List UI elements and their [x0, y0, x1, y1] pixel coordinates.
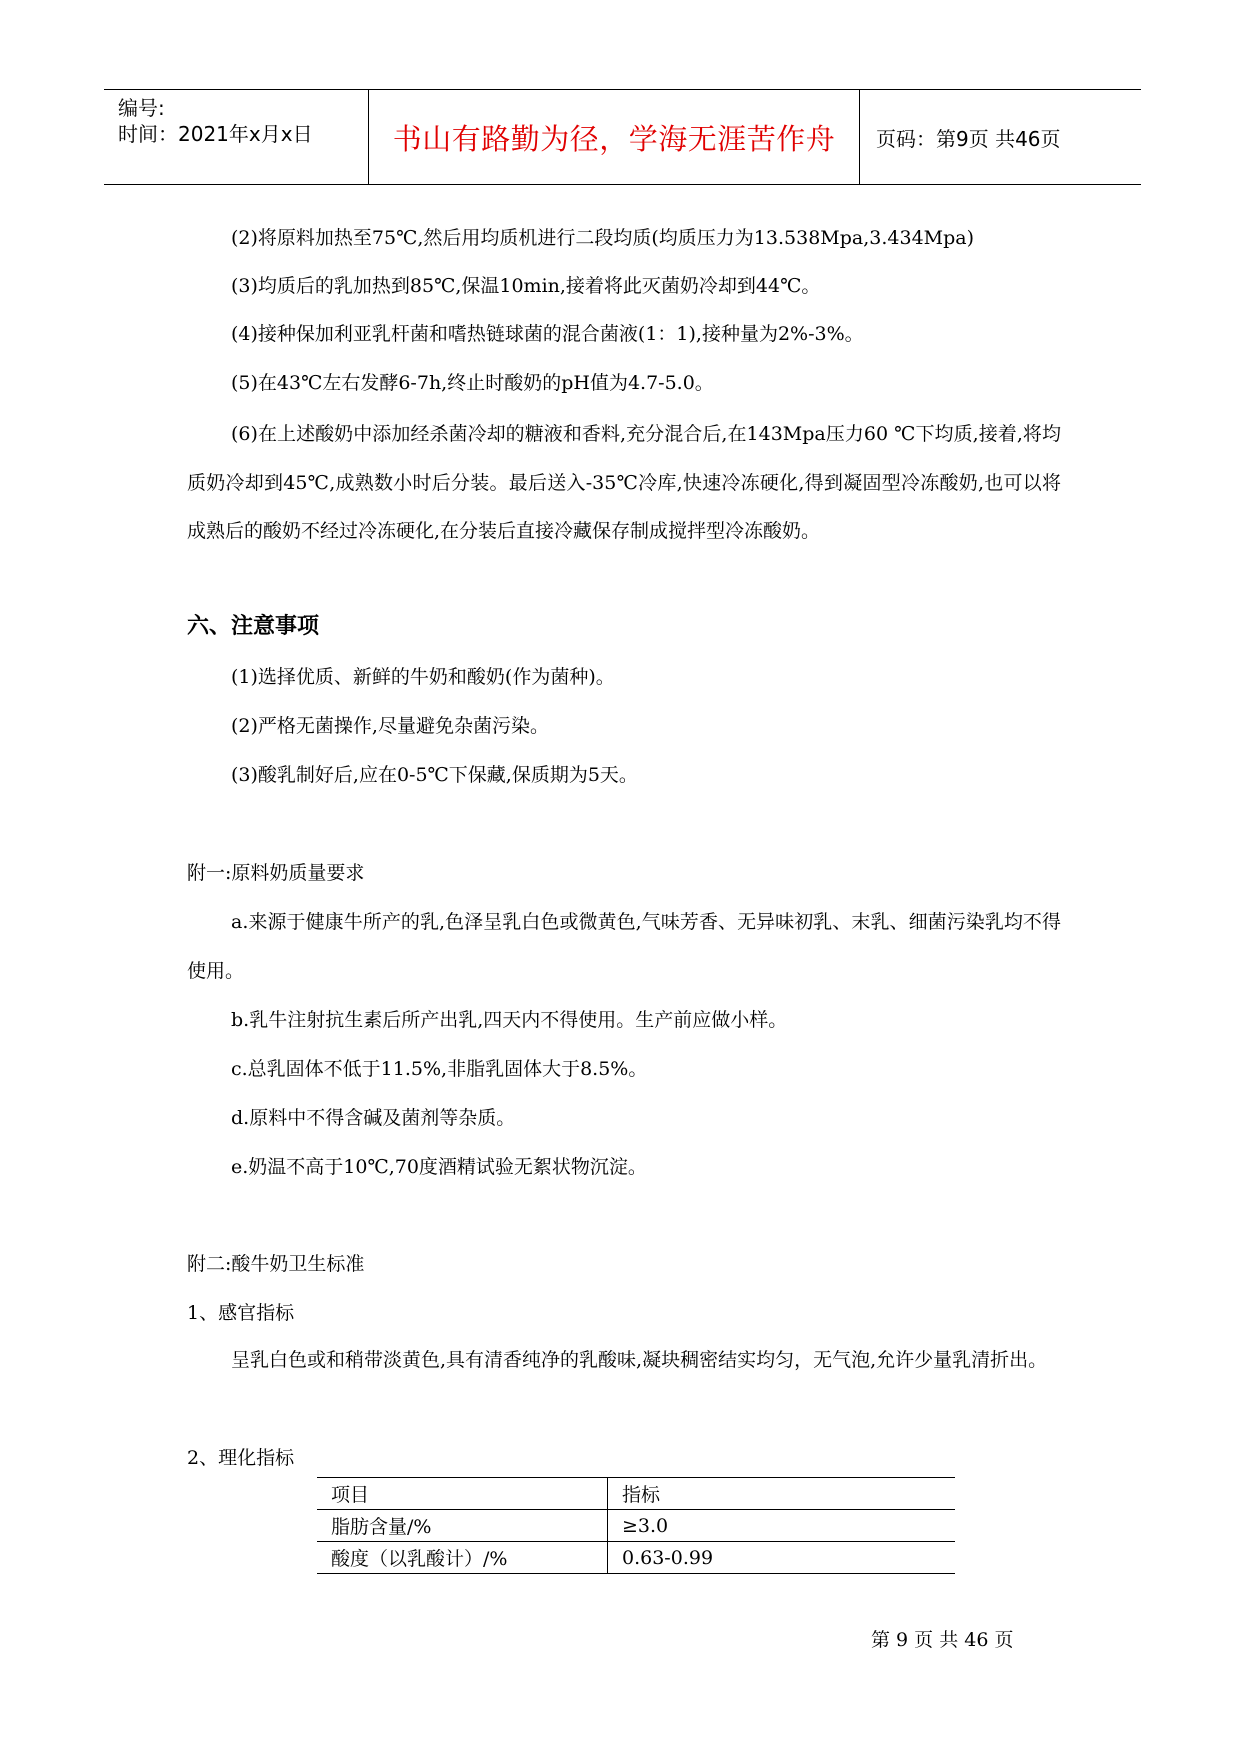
sensory-heading: 1、感官指标 — [187, 1302, 295, 1324]
step-2: (2)将原料加热至75℃,然后用均质机进行二段均质(均质压力为13.538Mpa,3.434Mpa) — [231, 227, 975, 249]
appendix1-item-a: a.来源于健康牛所产的乳,色泽呈乳白色或微黄色,气味芳香、无异味初乳、末乳、细菌污染乳均不得使用。 — [187, 911, 1061, 982]
appendix1-item: b.乳牛注射抗生素后所产出乳,四天内不得使用。生产前应做小样。 — [231, 1009, 788, 1031]
appendix1-item: d.原料中不得含碱及菌剂等杂质。 — [231, 1107, 516, 1129]
step-3: (3)均质后的乳加热到85℃,保温10min,接着将此灭菌奶冷却到44℃。 — [231, 275, 821, 297]
step-4: (4)接种保加利亚乳杆菌和嗜热链球菌的混合菌液(1：1),接种量为2%-3%。 — [231, 323, 864, 345]
table-cell: ≥3.0 — [608, 1510, 956, 1542]
document-number-label: 编号: — [118, 96, 165, 120]
document-date: 时间：2021年x月x日 — [118, 122, 313, 146]
header-divider — [368, 90, 369, 184]
table-cell: 0.63-0.99 — [608, 1542, 956, 1574]
table-header-cell: 指标 — [608, 1478, 956, 1510]
table-row — [317, 1510, 955, 1542]
appendix2-title: 附二:酸牛奶卫生标准 — [187, 1253, 365, 1275]
physchem-table — [317, 1477, 955, 1574]
step-5: (5)在43℃左右发酵6-7h,终止时酸奶的pH值为4.7-5.0。 — [231, 372, 714, 394]
table-cell: 脂肪含量/% — [317, 1510, 608, 1542]
table-header-cell: 项目 — [317, 1478, 608, 1510]
header-divider — [859, 90, 860, 184]
section-heading-precautions: 六、注意事项 — [187, 614, 320, 639]
appendix1-item: c.总乳固体不低于11.5%,非脂乳固体大于8.5%。 — [231, 1058, 648, 1080]
precaution-item: (3)酸乳制好后,应在0-5℃下保藏,保质期为5天。 — [231, 764, 638, 786]
page-header — [104, 89, 1141, 185]
appendix1-title: 附一:原料奶质量要求 — [187, 862, 365, 884]
physchem-heading: 2、理化指标 — [187, 1447, 295, 1469]
page-footer: 第 9 页 共 46 页 — [871, 1629, 1014, 1651]
table-header-row — [317, 1478, 955, 1510]
table-row — [317, 1542, 955, 1574]
appendix1-item: e.奶温不高于10℃,70度酒精试验无絮状物沉淀。 — [231, 1156, 647, 1178]
step-6: (6)在上述酸奶中添加经杀菌冷却的糖液和香料,充分混合后,在143Mpa压力60 ℃下均质,接着,将均质奶冷却到45℃,成熟数小时后分装。最后送入-35℃冷库,快速冷冻硬化,得到凝固型冷冻酸奶,也可以将成熟后的酸奶不经过冷冻硬化,在分装后直接冷藏保存制成搅拌型冷冻酸奶。 — [187, 423, 1061, 542]
header-motto — [370, 90, 858, 184]
precaution-item: (2)严格无菌操作,尽量避免杂菌污染。 — [231, 715, 549, 737]
precaution-item: (1)选择优质、新鲜的牛奶和酸奶(作为菌种)。 — [231, 666, 615, 688]
header-page-info — [872, 90, 1132, 184]
sensory-text: 呈乳白色或和稍带淡黄色,具有清香纯净的乳酸味,凝块稠密结实均匀，无气泡,允许少量乳清折出。 — [231, 1349, 1048, 1371]
page-info-text: 页码：第9页 共46页 — [876, 126, 1061, 151]
motto-text: 书山有路勤为径，学海无涯苦作舟 — [392, 121, 836, 156]
header-meta — [118, 90, 368, 184]
table-cell: 酸度（以乳酸计）/% — [317, 1542, 608, 1574]
